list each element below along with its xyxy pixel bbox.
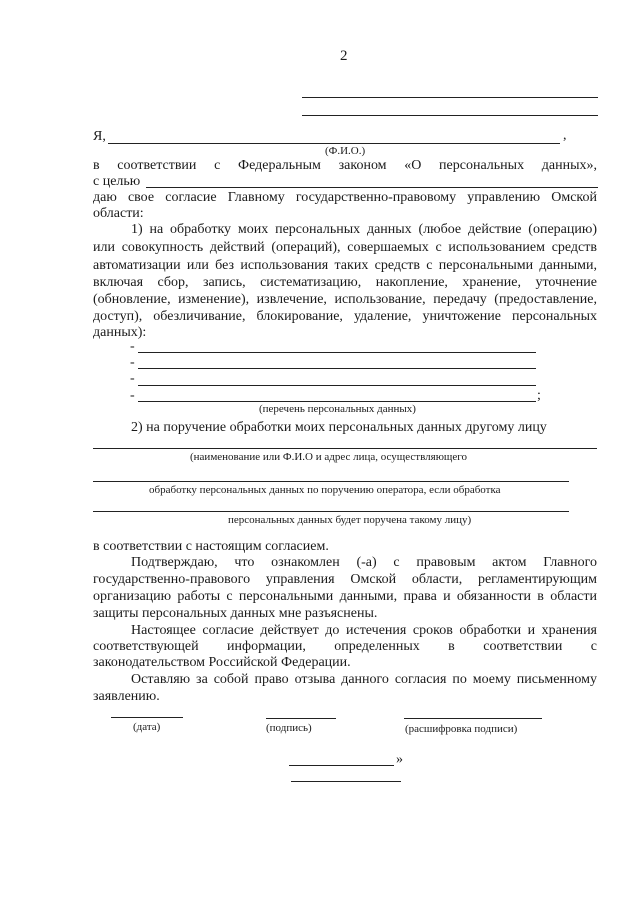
page-number: 2 — [340, 48, 348, 64]
item1-line4: включая сбор, запись, систематизацию, накопление, хранение, уточнение — [93, 275, 597, 290]
list-dash-2: - — [130, 355, 135, 370]
revoke-line2: заявлению. — [93, 689, 160, 704]
list-semicolon: ; — [537, 388, 541, 403]
closing-line1: в соответствии с настоящим согласием. — [93, 539, 329, 554]
item1-line1: 1) на обработку моих персональных данных (любое действие (операцию) — [131, 222, 597, 237]
revoke-line1: Оставляю за собой право отзыва данного согласия по моему письменному — [131, 672, 597, 687]
item1-line7: данных): — [93, 325, 147, 340]
item1-line6: доступ), обезличивание, блокирование, удаление, уничтожение персональных — [93, 309, 597, 324]
decode-caption: (расшифровка подписи) — [405, 723, 518, 735]
item1-line3: автоматизации или без использования таких средств с персональными данными, — [93, 258, 597, 273]
item2-caption-3: персональных данных будет поручена такому лицу) — [228, 514, 472, 526]
date-bottom-line-2[interactable] — [291, 781, 401, 782]
date-bottom-line-1[interactable] — [289, 765, 394, 766]
confirm-line2: государственно-правового управления Омской области, регламентирующим — [93, 572, 597, 587]
validity-line3: законодательством Российской Федерации. — [93, 655, 351, 670]
date-line[interactable] — [111, 717, 183, 718]
fio-caption: (Ф.И.О.) — [325, 145, 366, 157]
item2-line-2[interactable] — [93, 481, 569, 482]
list-line-1[interactable] — [138, 352, 536, 353]
list-dash-4: - — [130, 388, 135, 403]
list-line-2[interactable] — [138, 368, 536, 369]
list-line-4[interactable] — [138, 401, 536, 402]
confirm-line4: защиты персональных данных мне разъяснены. — [93, 606, 378, 621]
list-line-3[interactable] — [138, 385, 536, 386]
list-dash-3: - — [130, 371, 135, 386]
para1-line2: с целью — [93, 174, 141, 189]
item2-line: 2) на поручение обработки моих персональных данных другому лицу — [131, 420, 547, 435]
fio-line[interactable] — [108, 143, 560, 144]
list-caption: (перечень персональных данных) — [259, 403, 416, 415]
purpose-line[interactable] — [146, 187, 598, 188]
validity-line1: Настоящее согласие действует до истечения сроков обработки и хранения — [131, 623, 597, 638]
fio-comma: , — [563, 128, 567, 143]
item2-line-1[interactable] — [93, 448, 597, 449]
sign-caption: (подпись) — [266, 722, 312, 734]
date-caption: (дата) — [133, 721, 161, 733]
sign-line[interactable] — [266, 718, 336, 719]
para1-line4: области: — [93, 206, 144, 221]
item2-caption-1: (наименование или Ф.И.О и адрес лица, осуществляющего — [190, 451, 468, 463]
header-line-2 — [302, 115, 598, 116]
para1-line1: в соответствии с Федеральным законом «О персональных данных», — [93, 158, 597, 173]
decode-line[interactable] — [404, 718, 542, 719]
validity-line2: соответствующей информации, определенных в соответствии с — [93, 639, 597, 654]
header-line-1 — [302, 97, 598, 98]
item2-caption-2: обработку персональных данных по поручению оператора, если обработка — [149, 484, 501, 496]
confirm-line3: организацию работы с персональными данными, права и обязанности в области — [93, 589, 597, 604]
confirm-line1: Подтверждаю, что ознакомлен (-а) с правовым актом Главного — [131, 555, 597, 570]
item1-line2: или совокупность действий (операций), совершаемых с использованием средств — [93, 240, 597, 255]
closing-quote: » — [396, 752, 403, 767]
list-dash-1: - — [130, 339, 135, 354]
para1-line3: даю свое согласие Главному государственно-правовому управлению Омской — [93, 190, 597, 205]
item2-line-3[interactable] — [93, 511, 569, 512]
ya-label: Я, — [93, 129, 106, 144]
item1-line5: (обновление, изменение), извлечение, использование, передачу (предоставление, — [93, 292, 597, 307]
